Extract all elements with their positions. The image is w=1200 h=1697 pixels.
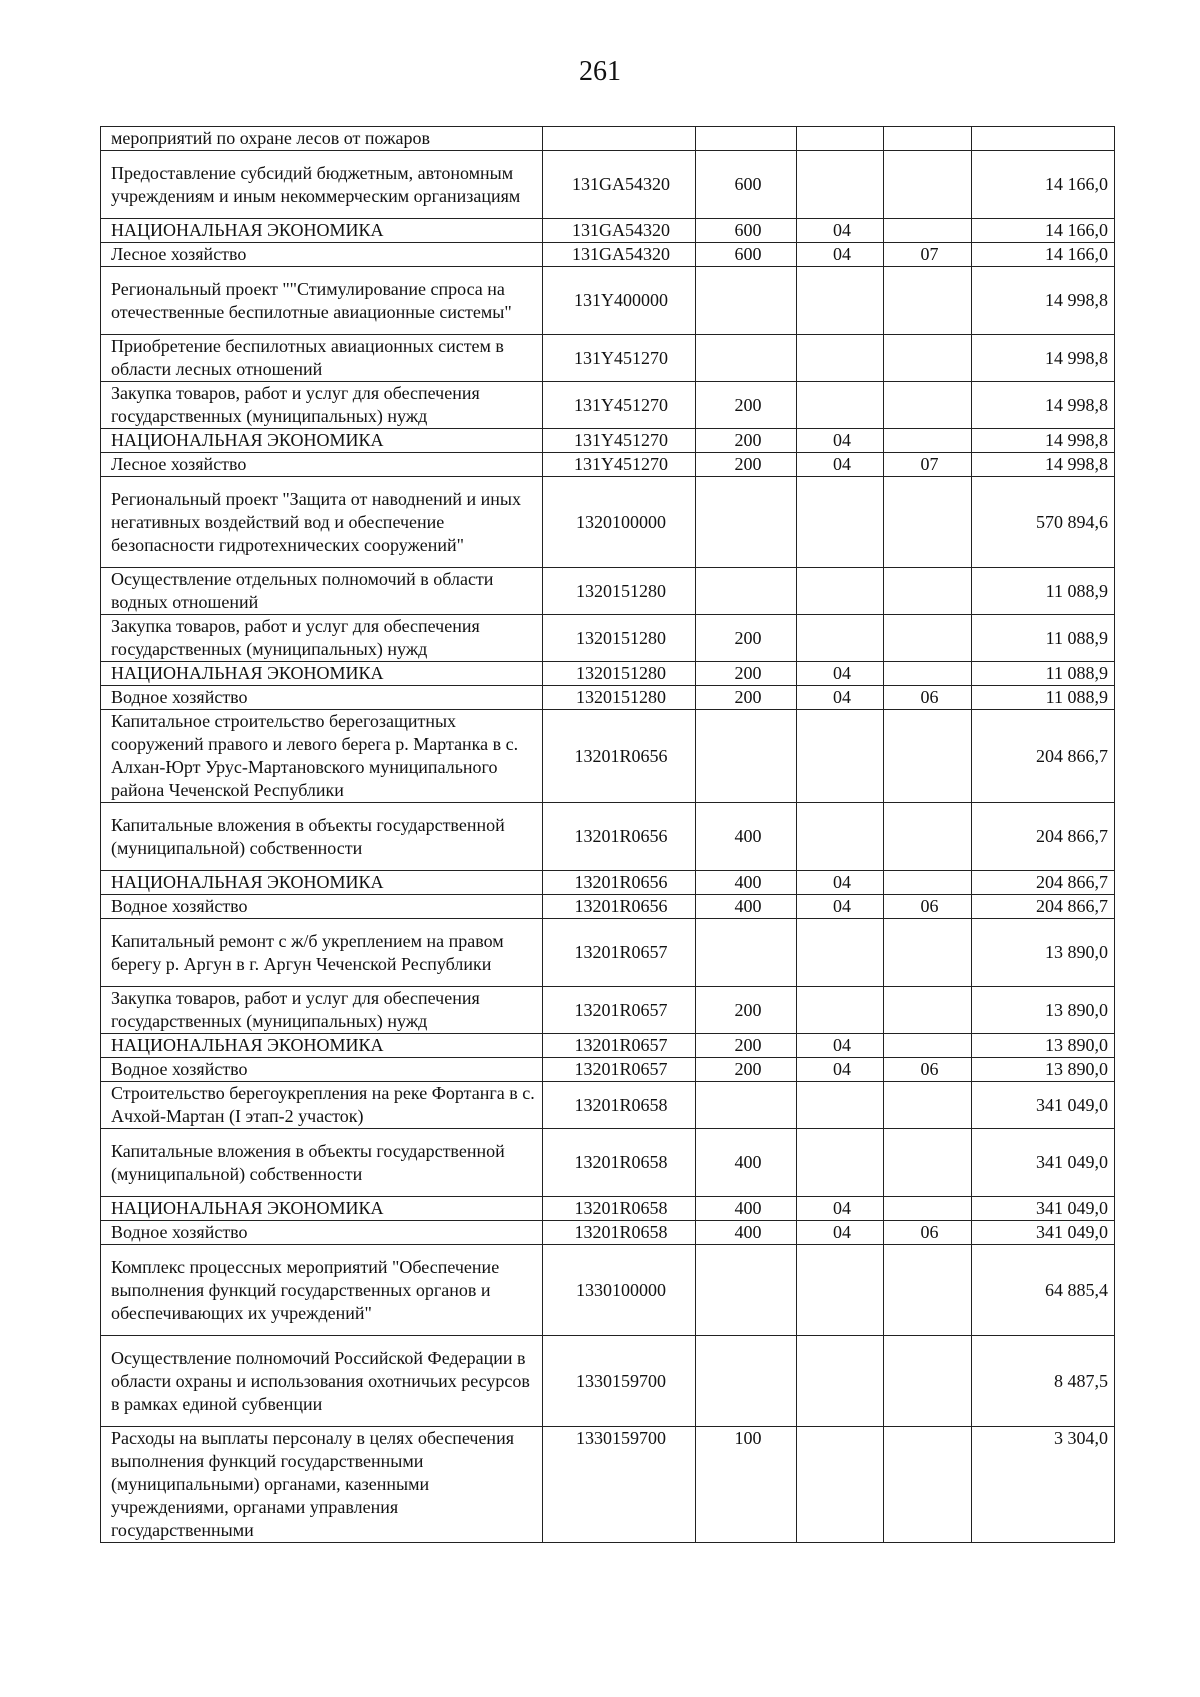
subsection-code-cell <box>884 1245 972 1336</box>
expense-type-cell: 400 <box>696 895 797 919</box>
target-article-cell: 131Y451270 <box>543 335 696 382</box>
target-article-cell <box>543 127 696 151</box>
section-code-cell: 04 <box>797 686 884 710</box>
subsection-code-cell <box>884 477 972 568</box>
table-row <box>101 267 1115 335</box>
section-code-cell <box>797 1082 884 1129</box>
section-code-cell <box>797 919 884 987</box>
item-name-cell: Водное хозяйство <box>101 895 543 919</box>
section-code-cell <box>797 1336 884 1427</box>
item-name-cell: НАЦИОНАЛЬНАЯ ЭКОНОМИКА <box>101 871 543 895</box>
subsection-code-cell <box>884 615 972 662</box>
subsection-code-cell <box>884 871 972 895</box>
subsection-code-cell: 06 <box>884 1221 972 1245</box>
amount-cell: 14 166,0 <box>972 151 1115 219</box>
subsection-code-cell <box>884 382 972 429</box>
section-code-cell <box>797 710 884 803</box>
table-row <box>101 987 1115 1034</box>
expense-type-cell: 400 <box>696 871 797 895</box>
target-article-cell: 13201R0656 <box>543 871 696 895</box>
amount-cell: 11 088,9 <box>972 568 1115 615</box>
table-row <box>101 1034 1115 1058</box>
subsection-code-cell: 06 <box>884 1058 972 1082</box>
table-row <box>101 662 1115 686</box>
subsection-code-cell <box>884 662 972 686</box>
amount-cell: 64 885,4 <box>972 1245 1115 1336</box>
expense-type-cell <box>696 1082 797 1129</box>
table-row <box>101 919 1115 987</box>
expense-type-cell: 100 <box>696 1427 797 1543</box>
subsection-code-cell <box>884 1034 972 1058</box>
target-article-cell: 13201R0657 <box>543 1034 696 1058</box>
subsection-code-cell <box>884 1129 972 1197</box>
target-article-cell: 1320151280 <box>543 568 696 615</box>
expense-type-cell <box>696 335 797 382</box>
table-row <box>101 568 1115 615</box>
target-article-cell: 13201R0658 <box>543 1221 696 1245</box>
expense-type-cell: 200 <box>696 615 797 662</box>
target-article-cell: 131Y400000 <box>543 267 696 335</box>
expense-type-cell: 200 <box>696 453 797 477</box>
item-name-cell: Лесное хозяйство <box>101 243 543 267</box>
amount-cell: 341 049,0 <box>972 1197 1115 1221</box>
amount-cell: 13 890,0 <box>972 1058 1115 1082</box>
subsection-code-cell <box>884 803 972 871</box>
expense-type-cell <box>696 919 797 987</box>
subsection-code-cell <box>884 919 972 987</box>
subsection-code-cell <box>884 1197 972 1221</box>
amount-cell: 14 998,8 <box>972 453 1115 477</box>
item-name-cell: Капитальные вложения в объекты государственной (муниципальной) собственности <box>101 1129 543 1197</box>
section-code-cell <box>797 1427 884 1543</box>
subsection-code-cell <box>884 151 972 219</box>
budget-table <box>100 126 1115 1543</box>
section-code-cell <box>797 267 884 335</box>
section-code-cell <box>797 1129 884 1197</box>
table-row <box>101 1221 1115 1245</box>
amount-cell: 14 998,8 <box>972 267 1115 335</box>
target-article-cell: 13201R0658 <box>543 1082 696 1129</box>
table-row <box>101 127 1115 151</box>
target-article-cell: 1320151280 <box>543 615 696 662</box>
table-row <box>101 1245 1115 1336</box>
expense-type-cell: 600 <box>696 219 797 243</box>
table-row <box>101 1336 1115 1427</box>
item-name-cell: Осуществление полномочий Российской Федерации в области охраны и использования охотничьих ресурсов в рамках единой субвенции <box>101 1336 543 1427</box>
expense-type-cell: 600 <box>696 151 797 219</box>
item-name-cell: Закупка товаров, работ и услуг для обеспечения государственных (муниципальных) нужд <box>101 382 543 429</box>
table-row <box>101 382 1115 429</box>
item-name-cell: Строительство берегоукрепления на реке Фортанга в с. Ачхой-Мартан (I этап-2 участок) <box>101 1082 543 1129</box>
item-name-cell: Осуществление отдельных полномочий в области водных отношений <box>101 568 543 615</box>
target-article-cell: 13201R0657 <box>543 1058 696 1082</box>
table-row <box>101 710 1115 803</box>
amount-cell: 13 890,0 <box>972 1034 1115 1058</box>
subsection-code-cell <box>884 987 972 1034</box>
subsection-code-cell <box>884 1427 972 1543</box>
expense-type-cell: 200 <box>696 686 797 710</box>
expense-type-cell <box>696 568 797 615</box>
subsection-code-cell <box>884 219 972 243</box>
subsection-code-cell <box>884 335 972 382</box>
subsection-code-cell <box>884 429 972 453</box>
item-name-cell: Расходы на выплаты персоналу в целях обеспечения выполнения функций государственными (муниципальными) органами, казенными учреждениями, органами управления государственными <box>101 1427 543 1543</box>
expense-type-cell: 600 <box>696 243 797 267</box>
table-row <box>101 686 1115 710</box>
section-code-cell <box>797 151 884 219</box>
section-code-cell <box>797 568 884 615</box>
subsection-code-cell <box>884 267 972 335</box>
section-code-cell: 04 <box>797 1058 884 1082</box>
subsection-code-cell: 07 <box>884 453 972 477</box>
section-code-cell: 04 <box>797 871 884 895</box>
target-article-cell: 1330159700 <box>543 1336 696 1427</box>
target-article-cell: 1320100000 <box>543 477 696 568</box>
target-article-cell: 13201R0656 <box>543 710 696 803</box>
expense-type-cell: 400 <box>696 1197 797 1221</box>
item-name-cell: Региональный проект "Защита от наводнений и иных негативных воздействий вод и обеспечение безопасности гидротехнических сооружений" <box>101 477 543 568</box>
item-name-cell: мероприятий по охране лесов от пожаров <box>101 127 543 151</box>
table-row <box>101 1427 1115 1543</box>
table-row <box>101 1129 1115 1197</box>
expense-type-cell: 400 <box>696 803 797 871</box>
amount-cell: 570 894,6 <box>972 477 1115 568</box>
table-row <box>101 1082 1115 1129</box>
table-row <box>101 1197 1115 1221</box>
target-article-cell: 131Y451270 <box>543 382 696 429</box>
item-name-cell: Региональный проект ""Стимулирование спроса на отечественные беспилотные авиационные системы" <box>101 267 543 335</box>
target-article-cell: 131GA54320 <box>543 151 696 219</box>
amount-cell: 14 166,0 <box>972 243 1115 267</box>
table-row <box>101 871 1115 895</box>
item-name-cell: Закупка товаров, работ и услуг для обеспечения государственных (муниципальных) нужд <box>101 615 543 662</box>
target-article-cell: 13201R0656 <box>543 803 696 871</box>
section-code-cell <box>797 803 884 871</box>
table-row <box>101 335 1115 382</box>
table-row <box>101 151 1115 219</box>
amount-cell: 13 890,0 <box>972 919 1115 987</box>
target-article-cell: 131GA54320 <box>543 243 696 267</box>
item-name-cell: Приобретение беспилотных авиационных систем в области лесных отношений <box>101 335 543 382</box>
section-code-cell: 04 <box>797 243 884 267</box>
section-code-cell: 04 <box>797 219 884 243</box>
item-name-cell: Водное хозяйство <box>101 686 543 710</box>
item-name-cell: Закупка товаров, работ и услуг для обеспечения государственных (муниципальных) нужд <box>101 987 543 1034</box>
expense-type-cell: 200 <box>696 1058 797 1082</box>
section-code-cell: 04 <box>797 1197 884 1221</box>
expense-type-cell <box>696 267 797 335</box>
section-code-cell <box>797 127 884 151</box>
amount-cell: 14 998,8 <box>972 335 1115 382</box>
table-row <box>101 243 1115 267</box>
amount-cell: 8 487,5 <box>972 1336 1115 1427</box>
item-name-cell: Водное хозяйство <box>101 1058 543 1082</box>
table-row <box>101 429 1115 453</box>
target-article-cell: 13201R0657 <box>543 987 696 1034</box>
target-article-cell: 13201R0656 <box>543 895 696 919</box>
subsection-code-cell <box>884 1082 972 1129</box>
expense-type-cell <box>696 1336 797 1427</box>
subsection-code-cell: 07 <box>884 243 972 267</box>
expense-type-cell: 200 <box>696 662 797 686</box>
table-row <box>101 1058 1115 1082</box>
table-row <box>101 219 1115 243</box>
subsection-code-cell <box>884 710 972 803</box>
target-article-cell: 1320151280 <box>543 662 696 686</box>
section-code-cell <box>797 382 884 429</box>
item-name-cell: Предоставление субсидий бюджетным, автономным учреждениям и иным некоммерческим организациям <box>101 151 543 219</box>
amount-cell: 13 890,0 <box>972 987 1115 1034</box>
table-row <box>101 615 1115 662</box>
amount-cell: 14 166,0 <box>972 219 1115 243</box>
table-row <box>101 453 1115 477</box>
amount-cell: 14 998,8 <box>972 382 1115 429</box>
amount-cell: 204 866,7 <box>972 895 1115 919</box>
amount-cell: 341 049,0 <box>972 1129 1115 1197</box>
page-number: 261 <box>579 56 621 87</box>
target-article-cell: 13201R0658 <box>543 1129 696 1197</box>
section-code-cell: 04 <box>797 453 884 477</box>
expense-type-cell: 200 <box>696 382 797 429</box>
expense-type-cell <box>696 1245 797 1336</box>
item-name-cell: НАЦИОНАЛЬНАЯ ЭКОНОМИКА <box>101 429 543 453</box>
item-name-cell: НАЦИОНАЛЬНАЯ ЭКОНОМИКА <box>101 662 543 686</box>
target-article-cell: 1330100000 <box>543 1245 696 1336</box>
table-row <box>101 803 1115 871</box>
subsection-code-cell: 06 <box>884 686 972 710</box>
section-code-cell <box>797 987 884 1034</box>
amount-cell <box>972 127 1115 151</box>
section-code-cell <box>797 1245 884 1336</box>
section-code-cell <box>797 335 884 382</box>
item-name-cell: НАЦИОНАЛЬНАЯ ЭКОНОМИКА <box>101 1197 543 1221</box>
item-name-cell: НАЦИОНАЛЬНАЯ ЭКОНОМИКА <box>101 219 543 243</box>
target-article-cell: 131Y451270 <box>543 453 696 477</box>
target-article-cell: 13201R0657 <box>543 919 696 987</box>
expense-type-cell: 400 <box>696 1221 797 1245</box>
table-row <box>101 895 1115 919</box>
expense-type-cell <box>696 477 797 568</box>
amount-cell: 341 049,0 <box>972 1221 1115 1245</box>
expense-type-cell: 200 <box>696 429 797 453</box>
target-article-cell: 131GA54320 <box>543 219 696 243</box>
subsection-code-cell <box>884 127 972 151</box>
subsection-code-cell <box>884 1336 972 1427</box>
section-code-cell: 04 <box>797 429 884 453</box>
amount-cell: 341 049,0 <box>972 1082 1115 1129</box>
item-name-cell: Комплекс процессных мероприятий "Обеспечение выполнения функций государственных органов и обеспечивающих их учреждений" <box>101 1245 543 1336</box>
section-code-cell: 04 <box>797 662 884 686</box>
expense-type-cell: 400 <box>696 1129 797 1197</box>
target-article-cell: 13201R0658 <box>543 1197 696 1221</box>
item-name-cell: НАЦИОНАЛЬНАЯ ЭКОНОМИКА <box>101 1034 543 1058</box>
item-name-cell: Капитальное строительство берегозащитных сооружений правого и левого берега р. Мартанка в с. Алхан-Юрт Урус-Мартановского муниципального района Чеченской Республики <box>101 710 543 803</box>
section-code-cell: 04 <box>797 1034 884 1058</box>
section-code-cell <box>797 477 884 568</box>
amount-cell: 11 088,9 <box>972 615 1115 662</box>
item-name-cell: Капитальные вложения в объекты государственной (муниципальной) собственности <box>101 803 543 871</box>
section-code-cell: 04 <box>797 895 884 919</box>
amount-cell: 204 866,7 <box>972 871 1115 895</box>
section-code-cell <box>797 615 884 662</box>
subsection-code-cell <box>884 568 972 615</box>
amount-cell: 3 304,0 <box>972 1427 1115 1543</box>
target-article-cell: 1330159700 <box>543 1427 696 1543</box>
item-name-cell: Водное хозяйство <box>101 1221 543 1245</box>
expense-type-cell: 200 <box>696 987 797 1034</box>
item-name-cell: Лесное хозяйство <box>101 453 543 477</box>
item-name-cell: Капитальный ремонт с ж/б укреплением на правом берегу р. Аргун в г. Аргун Чеченской Республики <box>101 919 543 987</box>
expense-type-cell <box>696 127 797 151</box>
budget-table-body <box>101 127 1115 1543</box>
amount-cell: 11 088,9 <box>972 662 1115 686</box>
expense-type-cell: 200 <box>696 1034 797 1058</box>
amount-cell: 204 866,7 <box>972 803 1115 871</box>
target-article-cell: 1320151280 <box>543 686 696 710</box>
expense-type-cell <box>696 710 797 803</box>
section-code-cell: 04 <box>797 1221 884 1245</box>
target-article-cell: 131Y451270 <box>543 429 696 453</box>
amount-cell: 204 866,7 <box>972 710 1115 803</box>
amount-cell: 14 998,8 <box>972 429 1115 453</box>
table-row <box>101 477 1115 568</box>
subsection-code-cell: 06 <box>884 895 972 919</box>
amount-cell: 11 088,9 <box>972 686 1115 710</box>
